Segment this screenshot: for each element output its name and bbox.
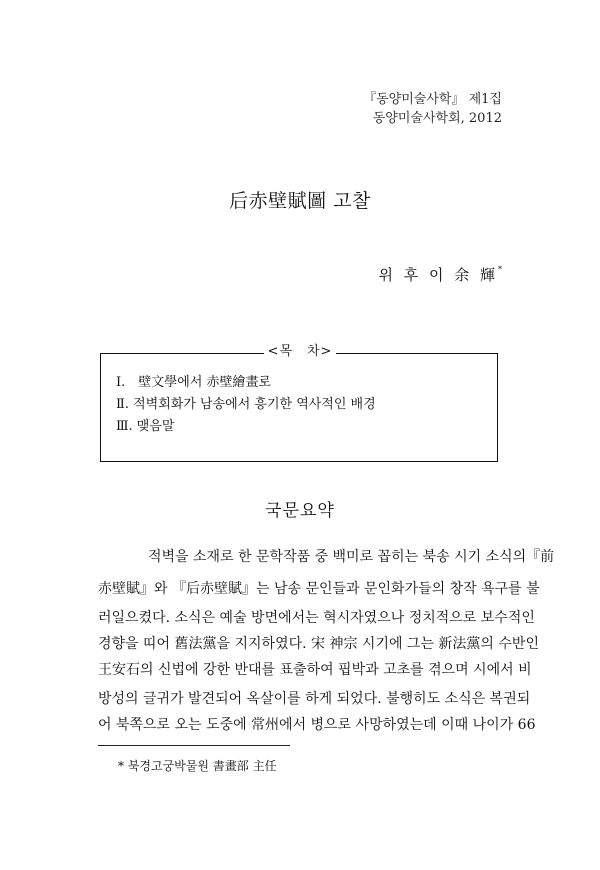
author-name: 위 후 이 余 輝 xyxy=(378,266,498,284)
toc-item: Ⅱ. 적벽회화가 남송에서 흥기한 역사적인 배경 xyxy=(116,397,376,412)
journal-name: 『동양미술사학』 제1집 xyxy=(363,92,502,107)
toc-title xyxy=(0,342,600,362)
footnote-divider xyxy=(98,745,290,746)
abstract-line: 王安石의 신법에 강한 반대를 표출하여 핍박과 고초를 겪으며 시에서 비 xyxy=(98,662,532,678)
abstract-line: 경향을 띠어 舊法黨을 지지하였다. 宋 神宗 시기에 그는 新法黨의 수반인 xyxy=(98,636,539,652)
article-title: 后赤壁賦圖 고찰 xyxy=(229,190,371,212)
footnote: * 북경고궁박물원 書畫部 主任 xyxy=(118,759,277,773)
abstract-heading: 국문요약 xyxy=(265,501,335,521)
abstract-line: 방성의 글귀가 발견되어 옥살이를 하게 되었다. 불행히도 소식은 복권되 xyxy=(98,691,531,707)
toc-title-text: <목 차> xyxy=(264,344,337,359)
toc-item: Ⅰ. 壁文學에서 赤壁繪畫로 xyxy=(116,375,272,390)
abstract-line: 어 북쪽으로 오는 도중에 常州에서 병으로 사망하였는데 이때 나이가 66 xyxy=(98,717,536,733)
author-line xyxy=(378,264,502,285)
toc-item: Ⅲ. 맺음말 xyxy=(116,419,175,434)
abstract-line: 러일으켰다. 소식은 예술 방면에서는 혁시자였으나 정치적으로 보수적인 xyxy=(98,610,535,626)
journal-publisher-year: 동양미술사학회, 2012 xyxy=(372,111,502,126)
abstract-line: 赤壁賦』와 『后赤壁賦』는 남송 문인들과 문인화가들의 창작 욕구를 불 xyxy=(98,581,540,597)
author-footnote-mark: * xyxy=(498,265,502,274)
abstract-line: 적벽을 소재로 한 문학작품 중 백미로 꼽히는 북송 시기 소식의『前 xyxy=(148,549,555,565)
